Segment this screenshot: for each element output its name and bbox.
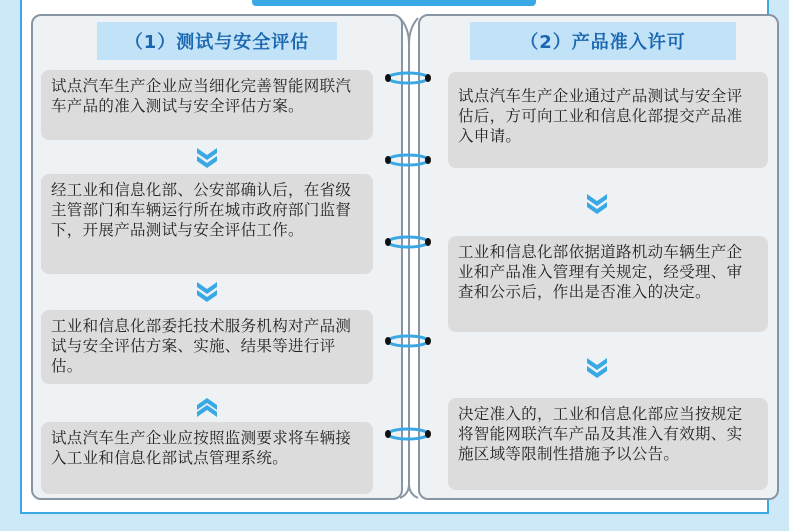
right-step-1: 试点汽车生产企业通过产品测试与安全评估后，方可向工业和信息化部提交产品准入申请。 — [448, 72, 768, 168]
binder-ring-icon — [384, 232, 432, 252]
right-step-2: 工业和信息化部依据道路机动车辆生产企业和产品准入管理有关规定，经受理、审查和公示后，作出是否准入的决定。 — [448, 236, 768, 332]
binder-ring-icon — [384, 424, 432, 444]
right-step-3: 决定准入的，工业和信息化部应当按规定将智能网联汽车产品及其准入有效期、实施区域等限制性措施予以公告。 — [448, 398, 768, 490]
left-step-2: 经工业和信息化部、公安部确认后，在省级主管部门和车辆运行所在城市政府部门监督下，开展产品测试与安全评估工作。 — [41, 174, 373, 274]
chevron-double-up-icon — [194, 392, 220, 418]
binder-ring-icon — [384, 331, 432, 351]
right-page — [418, 14, 779, 500]
left-step-4: 试点汽车生产企业应按照监测要求将车辆接入工业和信息化部试点管理系统。 — [41, 422, 373, 494]
chevron-double-down-icon — [194, 278, 220, 304]
left-step-3: 工业和信息化部委托技术服务机构对产品测试与安全评估方案、实施、结果等进行评估。 — [41, 310, 373, 384]
right-page-title: （2）产品准入许可 — [470, 22, 736, 60]
binder-ring-icon — [384, 150, 432, 170]
left-step-1: 试点汽车生产企业应当细化完善智能网联汽车产品的准入测试与安全评估方案。 — [41, 70, 373, 140]
chevron-double-down-icon — [194, 144, 220, 170]
top-tab-decoration — [252, 0, 536, 6]
chevron-double-down-icon — [584, 354, 610, 380]
binder-ring-icon — [384, 68, 432, 88]
left-page-title: （1）测试与安全评估 — [97, 22, 337, 60]
chevron-double-down-icon — [584, 190, 610, 216]
left-page — [31, 14, 403, 500]
